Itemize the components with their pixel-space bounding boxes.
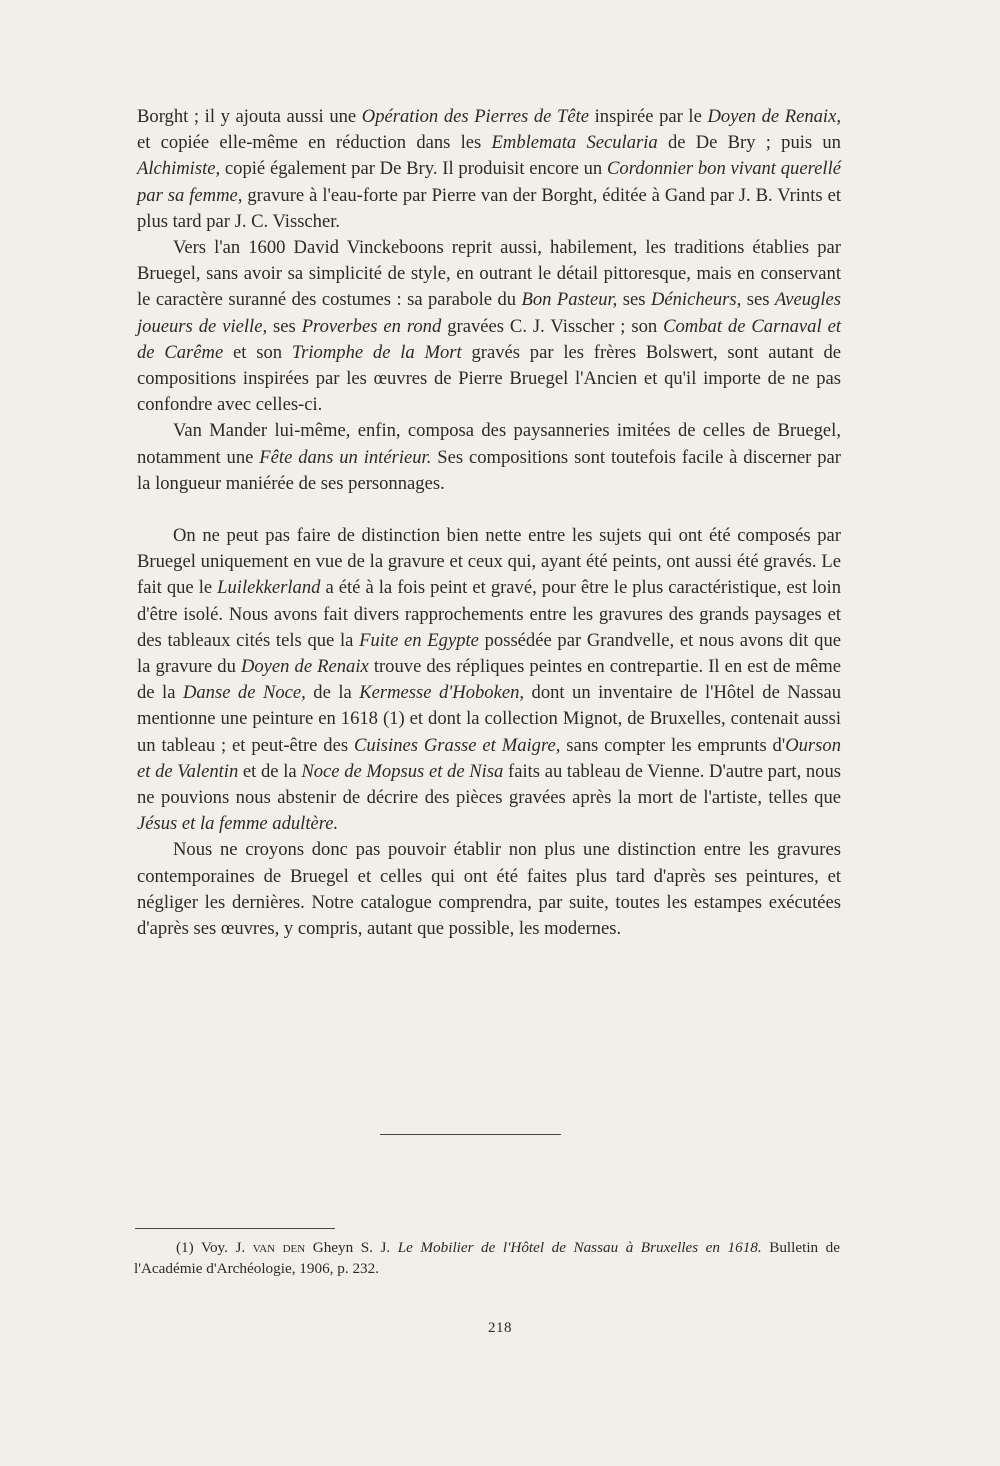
italic-title: Ourson et de Valentin (137, 734, 841, 782)
italic-title: Emblemata Secularia (491, 132, 658, 154)
text-run: gravés par les frères Bolswert, sont autant de compositions inspirées par les œuvres de Pierre Bruegel l'Ancien et qu'il importe de ne pas confondre avec celles-ci. (137, 341, 841, 416)
italic-title: Kermesse d'Hoboken, (359, 682, 525, 704)
italic-title: Dénicheurs, (650, 289, 742, 311)
body-text (137, 104, 841, 942)
text-run: Gheyn S. J. (305, 1239, 398, 1256)
text-run: ses (617, 289, 651, 311)
italic-title: Luilekkerland (217, 577, 321, 599)
paragraph-3 (137, 418, 841, 497)
italic-title: Noce de Mopsus et de Nisa (301, 760, 504, 782)
text-run: Vers l'an 1600 David Vinckeboons reprit aussi, habilement, les traditions établies par Bruegel, sans avoir sa simplicité de style, en outrant le détail pittoresque, mais en conservant le caractère suranné des costumes : sa parabole du (137, 237, 841, 311)
italic-title: Jésus et la femme adultère. (137, 813, 339, 835)
text-run: trouve des répliques peintes en contrepartie. Il en est de même de la (137, 656, 841, 704)
text-run: possédée par Grandvelle, et nous avons dit que la gravure du (137, 629, 841, 678)
italic-title: Danse de Noce, (182, 682, 306, 704)
text-run: Bulletin de l'Académie d'Archéologie, 1906, p. 232. (134, 1239, 840, 1277)
text-run: ses (267, 315, 302, 337)
italic-title: Fête dans un intérieur. (259, 446, 432, 468)
paragraph-4 (137, 523, 841, 837)
text-run: et son (223, 341, 292, 363)
italic-title: Combat de Carnaval et de Carême (137, 315, 841, 363)
italic-title: Aveugles joueurs de vielle, (137, 289, 842, 337)
text-run: (1) Voy. J. (176, 1239, 253, 1256)
italic-title: Alchimiste, (137, 158, 221, 180)
text-run: On ne peut pas faire de distinction bien nette entre les sujets qui ont été composés par Bruegel uniquement en vue de la gravure et ceux qui, ayant été peints, ont aussi été gravés. Le fait que le (137, 525, 841, 599)
text-run: inspirée par le (589, 106, 708, 127)
italic-title: Cordonnier bon vivant querellé par sa femme, (137, 158, 841, 206)
text-run: ses (741, 289, 775, 311)
italic-title: Proverbes en rond (301, 315, 442, 337)
italic-title: Le Mobilier de l'Hôtel de Nassau à Bruxelles en 1618. (397, 1239, 762, 1256)
text-run: gravées C. J. Visscher ; son (441, 315, 664, 337)
italic-title: Cuisines Grasse et Maigre, (353, 734, 561, 756)
paragraph-1 (137, 104, 841, 235)
italic-title: Bon Pasteur, (521, 289, 618, 311)
italic-title: Opération des Pierres de Tête (361, 106, 590, 127)
italic-title: Doyen de Renaix, (707, 106, 841, 127)
footnote-rule (135, 1228, 335, 1229)
italic-title: Fuite en Egypte (359, 629, 479, 651)
text-run: et de la (238, 760, 302, 782)
paragraph-5 (137, 837, 841, 942)
page-number: 218 (488, 1320, 512, 1336)
text-run: et copiée elle-même en réduction dans les (137, 132, 492, 154)
small-caps-text: van den (252, 1239, 306, 1256)
text-run: a été à la fois peint et gravé, pour être le plus caractéristique, est loin d'être isolé. Nous avons fait divers rapprochements entre les gravures des grands paysages et des tableaux cités tels que la (137, 577, 841, 651)
section-divider-rule (380, 1134, 561, 1135)
text-run: de De Bry ; puis un (657, 132, 841, 154)
text-run: Borght ; il y ajouta aussi une (137, 106, 362, 127)
footnote-text (134, 1238, 840, 1279)
text-run: copié également par De Bry. Il produisit encore un (220, 158, 607, 180)
text-run: gravure à l'eau-forte par Pierre van der Borght, éditée à Gand par J. B. Vrints et plus tard par J. C. Visscher. (137, 184, 841, 232)
text-run: Nous ne croyons donc pas pouvoir établir non plus une distinction entre les gravures contemporaines de Bruegel et celles qui ont été faites plus tard d'après ses peintures, et négliger les dernières. Notre catalogue comprendra, par suite, toutes les estampes exécutées d'après ses œuvres, y compris, autant que possible, les modernes. (137, 839, 841, 940)
text-run: Ses compositions sont toutefois facile à discerner par la longueur maniérée de ses personnages. (137, 446, 841, 494)
italic-title: Doyen de Renaix (240, 656, 369, 678)
text-run: Van Mander lui-même, enfin, composa des paysanneries imitées de celles de Bruegel, notamment une (137, 420, 841, 468)
paragraph-2 (137, 235, 841, 418)
text-run: dont un inventaire de l'Hôtel de Nassau mentionne une peinture en 1618 (1) et dont la collection Mignot, de Bruxelles, contenait aussi un tableau ; et peut-être des (137, 682, 842, 756)
text-run: faits au tableau de Vienne. D'autre part, nous ne pouvions nous abstenir de décrire des pièces gravées après la mort de l'artiste, telles que (137, 760, 842, 809)
italic-title: Triomphe de la Mort (291, 341, 462, 363)
footnote (134, 1238, 840, 1279)
text-run: sans compter les emprunts d' (560, 734, 786, 756)
text-run: de la (305, 682, 360, 704)
